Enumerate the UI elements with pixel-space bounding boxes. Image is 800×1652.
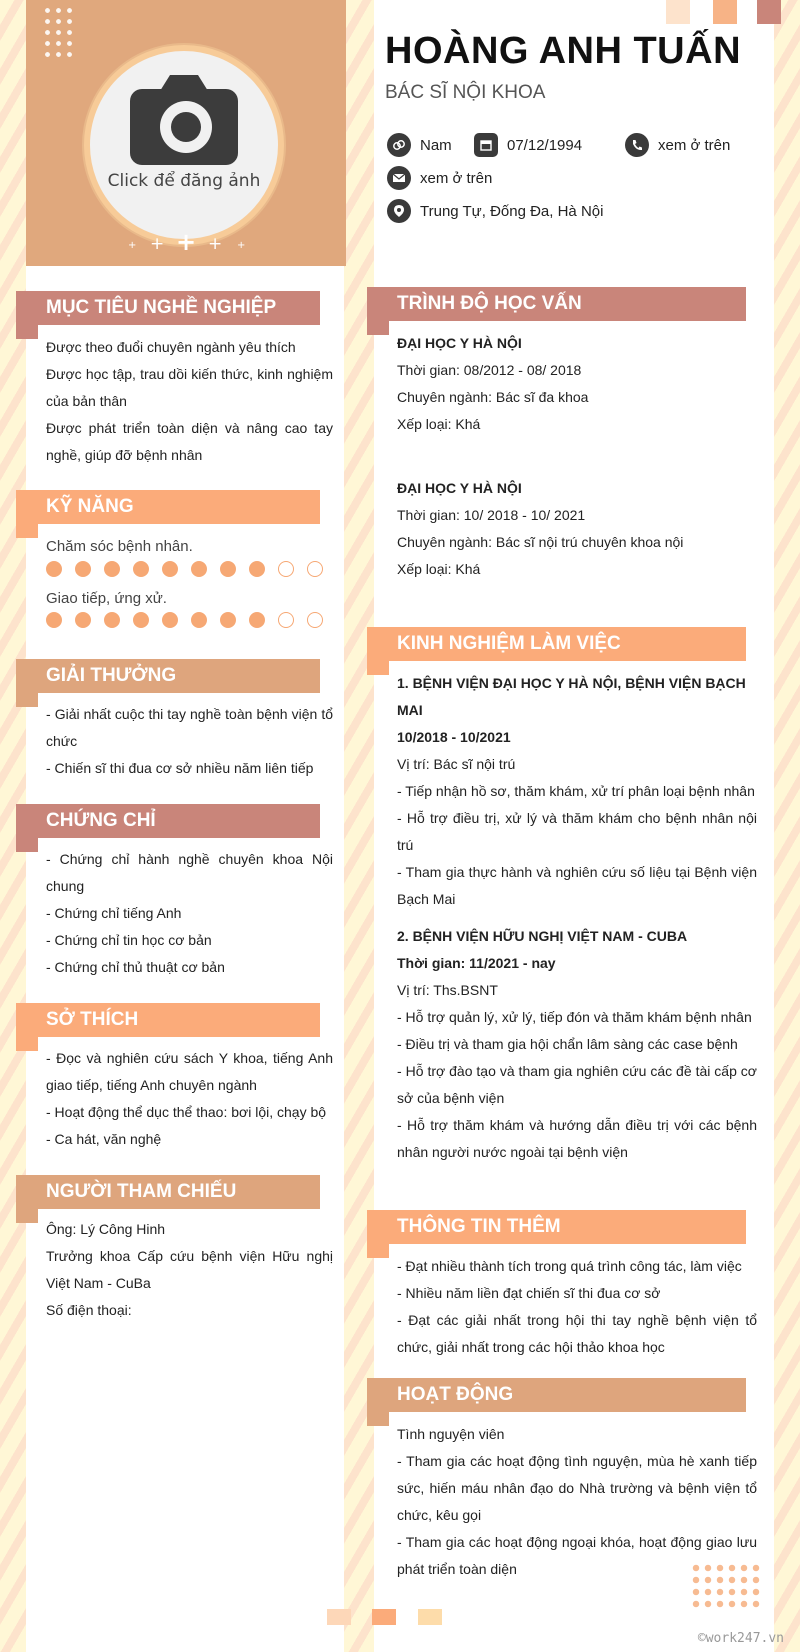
hobby-line: - Hoạt động thể dục thể thao: bơi lội, chạy bộ: [46, 1104, 327, 1120]
sparkle-icon: +: [208, 234, 223, 254]
skill-dot-filled: [249, 612, 265, 628]
reference-line: Trưởng khoa Cấp cứu bệnh viện Hữu nghị Việt Nam - CuBa: [46, 1248, 333, 1291]
skill-dot-filled: [104, 561, 120, 577]
job-org: 2. BỆNH VIỆN HỮU NGHỊ VIỆT NAM - CUBA: [397, 928, 688, 944]
job-task: - Hỗ trợ điều trị, xử lý và thăm khám cho bệnh nhân nội trú: [397, 810, 757, 853]
skill-dot-filled: [104, 612, 120, 628]
skill-dot-filled: [75, 561, 91, 577]
skill-dot-empty: [278, 561, 294, 577]
hobby-line: - Đọc và nghiên cứu sách Y khoa, tiếng Anh giao tiếp, tiếng Anh chuyên ngành: [46, 1050, 333, 1093]
job-position: Vị trí: Bác sĩ nội trú: [397, 756, 516, 772]
candidate-role: BÁC SĨ NỘI KHOA: [385, 82, 546, 103]
objective-heading: MỤC TIÊU NGHỀ NGHIỆP: [16, 291, 320, 325]
extra-line: - Đạt các giải nhất trong hội thi tay nghề bệnh viện tổ chức, giải nhất trong các hội thảo khoa học: [397, 1312, 757, 1355]
skill-rating: [46, 612, 323, 628]
deco-square: [327, 1609, 351, 1625]
hobby-line: - Ca hát, văn nghệ: [46, 1131, 162, 1147]
hobbies-heading: SỞ THÍCH: [16, 1003, 320, 1037]
photo-upload[interactable]: [84, 45, 284, 245]
skill-dot-filled: [191, 612, 207, 628]
education-time: Thời gian: 08/2012 - 08/ 2018: [397, 362, 582, 378]
location-pin-icon: [387, 199, 411, 223]
job-task: - Tham gia thực hành và nghiên cứu số liệu tại Bệnh viện Bạch Mai: [397, 864, 757, 907]
calendar-icon: [474, 133, 498, 157]
right-stripe-band: [774, 0, 800, 1652]
candidate-name: HOÀNG ANH TUẤN: [385, 30, 742, 72]
phone-icon: [625, 133, 649, 157]
reference-line: Số điện thoại:: [46, 1302, 132, 1318]
job-task: - Tiếp nhận hồ sơ, thăm khám, xử trí phân loại bệnh nhân: [397, 783, 755, 799]
skill-dot-filled: [46, 612, 62, 628]
address-info: [387, 199, 603, 223]
phone-info: [625, 133, 730, 157]
deco-square: [372, 1609, 396, 1625]
activity-line: - Tham gia các hoạt động tình nguyện, mùa hè xanh tiếp sức, hiến máu nhân đạo do Nhà trường và bệnh viện tổ chức, kêu gọi: [397, 1453, 757, 1523]
deco-square: [713, 0, 737, 24]
job-task: - Hỗ trợ đào tạo và tham gia nghiên cứu các đề tài cấp cơ sở của bệnh viện: [397, 1063, 757, 1106]
sparkle-icon: +: [128, 240, 137, 251]
activity-line: Tình nguyện viên: [397, 1426, 505, 1442]
education-grade: Xếp loại: Khá: [397, 561, 481, 577]
experience-heading: KINH NGHIỆM LÀM VIỆC: [367, 627, 746, 661]
skill-dot-filled: [133, 612, 149, 628]
job-task: - Hỗ trợ quản lý, xử lý, tiếp đón và thăm khám bệnh nhân: [397, 1009, 752, 1025]
skill-label: Giao tiếp, ứng xử.: [46, 590, 167, 607]
education-heading: TRÌNH ĐỘ HỌC VẤN: [367, 287, 746, 321]
photo-block: [26, 0, 346, 266]
awards-heading: GIẢI THƯỞNG: [16, 659, 320, 693]
address-value: Trung Tự, Đống Đa, Hà Nội: [420, 202, 604, 220]
activity-line: - Tham gia các hoạt động ngoại khóa, hoạt động giao lưu phát triển toàn diện: [397, 1534, 757, 1577]
dot-grid-decoration: [42, 5, 76, 59]
award-line: - Giải nhất cuộc thi tay nghề toàn bệnh viện tổ chức: [46, 706, 333, 749]
education-grade: Xếp loại: Khá: [397, 416, 481, 432]
skill-dot-filled: [249, 561, 265, 577]
certificate-line: - Chứng chỉ hành nghề chuyên khoa Nội chung: [46, 851, 333, 894]
activities-heading: HOẠT ĐỘNG: [367, 1378, 746, 1412]
extra-line: - Đạt nhiều thành tích trong quá trình công tác, làm việc: [397, 1258, 742, 1274]
objective-line: Được theo đuổi chuyên ngành yêu thích: [46, 339, 296, 355]
award-line: - Chiến sĩ thi đua cơ sở nhiều năm liên tiếp: [46, 760, 314, 776]
certificate-line: - Chứng chỉ tiếng Anh: [46, 905, 182, 921]
job-task: - Hỗ trợ thăm khám và hướng dẫn điều trị với các bệnh nhân người nước ngoài tại bệnh viện: [397, 1117, 757, 1160]
email-icon: [387, 166, 411, 190]
education-time: Thời gian: 10/ 2018 - 10/ 2021: [397, 507, 586, 523]
job-period: 10/2018 - 10/2021: [397, 729, 511, 745]
job-position: Vị trí: Ths.BSNT: [397, 982, 498, 998]
certificate-line: - Chứng chỉ thủ thuật cơ bản: [46, 959, 225, 975]
certificates-heading: CHỨNG CHỈ: [16, 804, 320, 838]
awards-text: [46, 701, 333, 782]
education-major: Chuyên ngành: Bác sĩ đa khoa: [397, 389, 589, 405]
extra-line: - Nhiều năm liền đạt chiến sĩ thi đua cơ sở: [397, 1285, 661, 1301]
skill-dot-filled: [162, 612, 178, 628]
skill-dot-filled: [75, 612, 91, 628]
job-period: Thời gian: 11/2021 - nay: [397, 955, 556, 971]
birthday-info: [474, 133, 582, 157]
sparkle-icon: +: [150, 234, 165, 254]
education-entry: [397, 330, 757, 438]
skill-dot-empty: [307, 561, 323, 577]
camera-icon: [130, 73, 238, 165]
gender-icon: [387, 133, 411, 157]
skill-dot-empty: [307, 612, 323, 628]
skill-dot-filled: [220, 561, 236, 577]
skill-rating: [46, 561, 323, 577]
birthday-value: 07/12/1994: [507, 136, 583, 154]
sparkle-icon: +: [237, 240, 246, 251]
objective-line: Được học tập, trau dồi kiến thức, kinh nghiệm của bản thân: [46, 366, 333, 409]
experience-job: [397, 923, 757, 1166]
skill-label: Chăm sóc bệnh nhân.: [46, 538, 193, 555]
photo-upload-label: Click để đăng ảnh: [107, 171, 261, 191]
hobbies-text: [46, 1045, 333, 1153]
gender-info: [387, 133, 452, 157]
education-major: Chuyên ngành: Bác sĩ nội trú chuyên khoa nội: [397, 534, 684, 550]
job-task: - Điều trị và tham gia hội chẩn lâm sàng các case bệnh: [397, 1036, 738, 1052]
education-entry: [397, 475, 757, 583]
skill-dot-filled: [162, 561, 178, 577]
skills-heading: KỸ NĂNG: [16, 490, 320, 524]
certificates-text: [46, 846, 333, 981]
skill-dot-filled: [220, 612, 236, 628]
objective-line: Được phát triển toàn diện và nâng cao tay nghề, giúp đỡ bệnh nhân: [46, 420, 333, 463]
reference-text: [46, 1216, 333, 1324]
email-value: xem ở trên: [420, 169, 493, 187]
extra-info-heading: THÔNG TIN THÊM: [367, 1210, 746, 1244]
skill-dot-empty: [278, 612, 294, 628]
reference-heading: NGƯỜI THAM CHIẾU: [16, 1175, 320, 1209]
skill-dot-filled: [133, 561, 149, 577]
experience-job: [397, 670, 757, 913]
sparkle-icon: +: [176, 228, 197, 256]
certificate-line: - Chứng chỉ tin học cơ bản: [46, 932, 212, 948]
education-school: ĐẠI HỌC Y HÀ NỘI: [397, 335, 522, 351]
extra-info-text: [397, 1253, 757, 1361]
reference-line: Ông: Lý Công Hinh: [46, 1221, 166, 1237]
gender-value: Nam: [420, 136, 452, 154]
deco-square: [666, 0, 690, 24]
watermark: ©work247.vn: [697, 1631, 784, 1646]
skill-dot-filled: [191, 561, 207, 577]
phone-value: xem ở trên: [658, 136, 731, 154]
skill-dot-filled: [46, 561, 62, 577]
job-org: 1. BỆNH VIỆN ĐẠI HỌC Y HÀ NỘI, BỆNH VIỆN BẠCH MAI: [397, 675, 746, 718]
email-info: [387, 166, 492, 190]
objective-text: [46, 334, 333, 469]
activities-text: [397, 1421, 757, 1583]
education-school: ĐẠI HỌC Y HÀ NỘI: [397, 480, 522, 496]
deco-square: [757, 0, 781, 24]
deco-square: [418, 1609, 442, 1625]
